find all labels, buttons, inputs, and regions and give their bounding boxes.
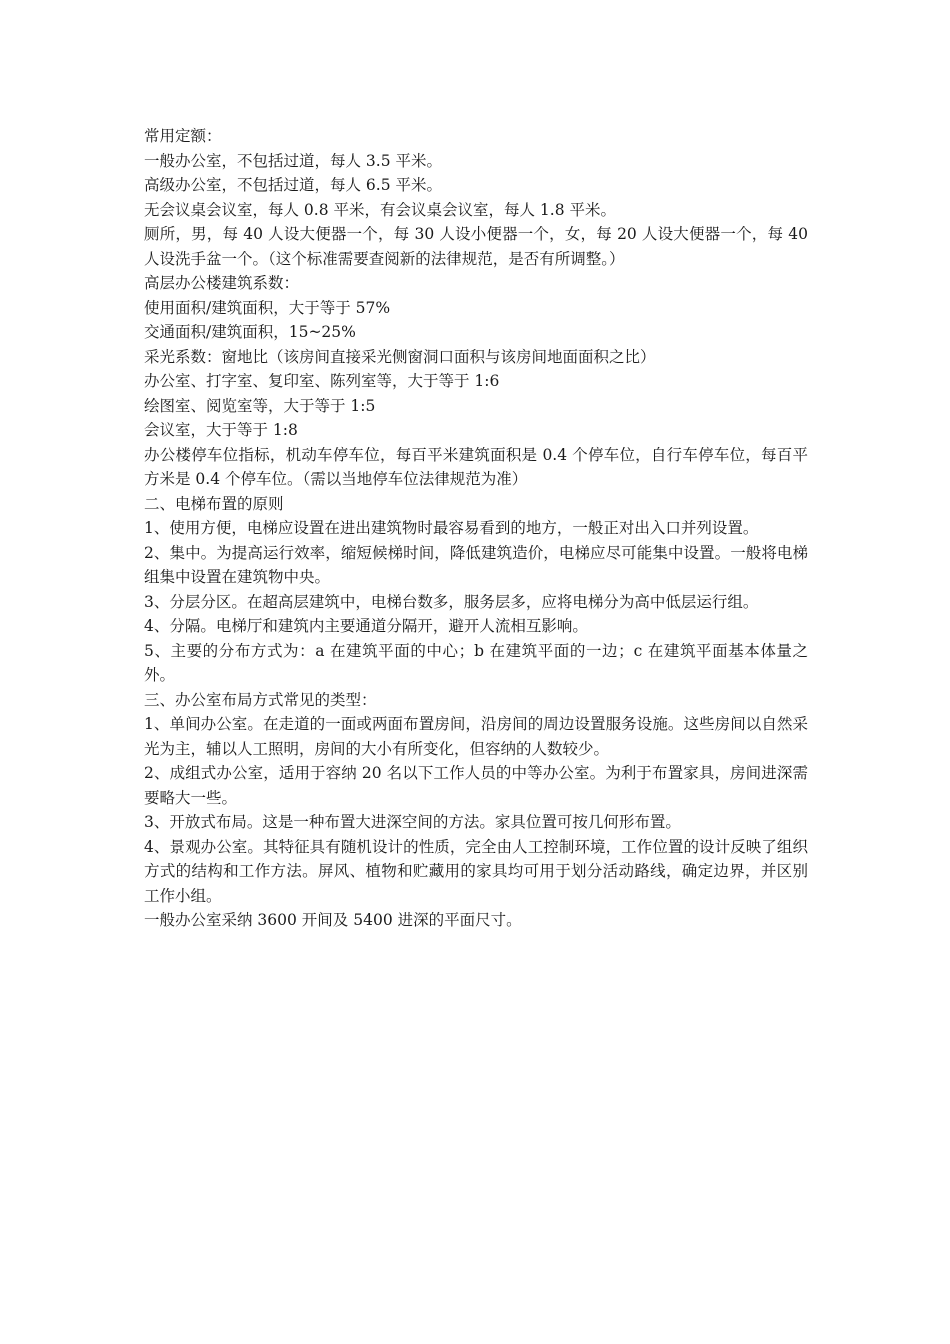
paragraph-drawing-room-ratio: 绘图室、阅览室等，大于等于 1:5 <box>144 396 376 415</box>
document-body <box>144 124 808 933</box>
heading-building-coefficient: 高层办公楼建筑系数： <box>144 274 300 292</box>
paragraph-conference-ratio: 会议室，大于等于 1:8 <box>144 421 298 439</box>
paragraph-parking: 办公楼停车位指标，机动车停车位，每百平米建筑面积是 0.4 个停车位，自行车停车位，每百平方米是 0.4 个停车位。（需以当地停车位法律规范为准） <box>144 445 808 488</box>
paragraph-layout-2: 2、成组式办公室，适用于容纳 20 名以下工作人员的中等办公室。为利于布置家具，房间进深需要略大一些。 <box>144 764 808 807</box>
paragraph-layout-3: 3、开放式布局。这是一种布置大进深空间的方法。家具位置可按几何形布置。 <box>144 813 681 831</box>
paragraph-meeting-room: 无会议桌会议室，每人 0.8 平米，有会议桌会议室，每人 1.8 平米。 <box>144 200 617 219</box>
paragraph-circulation-area: 交通面积/建筑面积，15~25% <box>144 323 356 341</box>
paragraph-office-dimensions: 一般办公室采纳 3600 开间及 5400 进深的平面尺寸。 <box>144 911 522 929</box>
paragraph-usable-area: 使用面积/建筑面积，大于等于 57% <box>144 298 391 317</box>
paragraph-restroom: 厕所，男，每 40 人设大便器一个，每 30 人设小便器一个，女，每 20 人设大便器一个，每 40 人设洗手盆一个。（这个标准需要查阅新的法律规范，是否有所调整。） <box>144 225 808 268</box>
paragraph-daylight-coefficient: 采光系数：窗地比（该房间直接采光侧窗洞口面积与该房间地面面积之比） <box>144 347 656 366</box>
paragraph-elevator-5: 5、主要的分布方式为：a 在建筑平面的中心；b 在建筑平面的一边；c 在建筑平面基本体量之外。 <box>144 641 808 684</box>
paragraph-office-ratio: 办公室、打字室、复印室、陈列室等，大于等于 1:6 <box>144 372 500 390</box>
paragraph-layout-4: 4、景观办公室。其特征具有随机设计的性质，完全由人工控制环境，工作位置的设计反映了组织方式的结构和工作方法。屏风、植物和贮藏用的家具均可用于划分活动路线，确定边界，并区别工作小组。 <box>144 837 808 905</box>
heading-common-quotas: 常用定额： <box>144 127 222 145</box>
paragraph-general-office: 一般办公室，不包括过道，每人 3.5 平米。 <box>144 151 443 170</box>
paragraph-elevator-1: 1、使用方便，电梯应设置在进出建筑物时最容易看到的地方，一般正对出入口并列设置。 <box>144 519 759 537</box>
paragraph-elevator-2: 2、集中。为提高运行效率，缩短候梯时间，降低建筑造价，电梯应尽可能集中设置。一般将电梯组集中设置在建筑物中央。 <box>144 543 808 586</box>
heading-elevator-principles: 二、电梯布置的原则 <box>144 494 284 513</box>
paragraph-senior-office: 高级办公室，不包括过道，每人 6.5 平米。 <box>144 176 443 194</box>
paragraph-layout-1: 1、单间办公室。在走道的一面或两面布置房间，沿房间的周边设置服务设施。这些房间以自然采光为主，辅以人工照明，房间的大小有所变化，但容纳的人数较少。 <box>144 715 808 758</box>
paragraph-elevator-3: 3、分层分区。在超高层建筑中，电梯台数多，服务层多，应将电梯分为高中低层运行组。 <box>144 592 759 611</box>
paragraph-elevator-4: 4、分隔。电梯厅和建筑内主要通道分隔开，避开人流相互影响。 <box>144 617 588 635</box>
heading-office-layout-types: 三、办公室布局方式常见的类型： <box>144 690 377 709</box>
